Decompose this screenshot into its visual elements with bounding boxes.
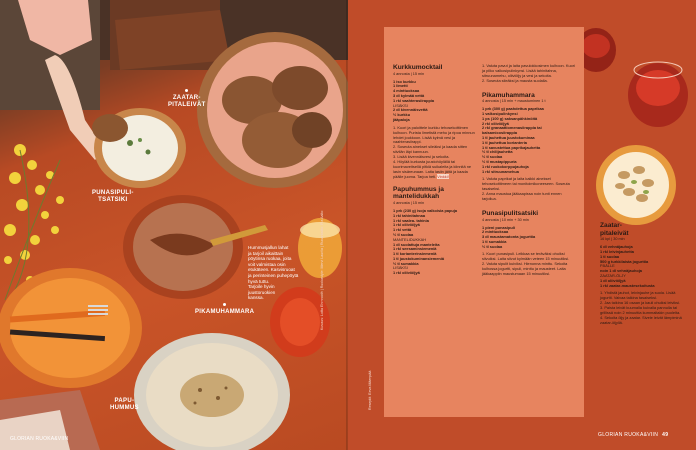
recipe-meta: 4 annosta | 15 min + maustuminen 1 t [482,99,546,104]
ingredient: 1 tl jauhettua juustokuminaa [482,135,535,140]
recipe-title: Papuhummus ja mantelidukkah [393,185,444,201]
ingredient: 1 valkosipulinkynsi [482,111,518,117]
ingredient: 2 rkl granaattiomenasiirappia tai balsamicosiirappia [482,125,542,136]
ingredient: 1 dl suolattuja manteleita [393,241,440,247]
ingredient: 1 iso kurkku [393,78,416,84]
tip-highlight: Vinkki! [437,173,449,179]
ingredient: ½ tl mustapippuria [482,158,517,164]
recipe-column-3 [600,222,688,326]
callout-punasipuli [92,190,134,204]
ingredient: 1 rkl vettä [393,227,412,233]
ingredient: 1 rkl oliiviöljyä [393,270,420,276]
ingredient: ½ tl suolaa [482,154,503,160]
page-number: 49 [662,432,669,438]
ingredient: ½ tl suolaa [482,243,503,249]
left-folio: GLORIAN RUOKA&VIIN [10,436,69,442]
ingredient: 4 minttuoksaa [393,88,420,94]
recipe-step: 1. Kuori punasipuli. Leikkaa se teräväksi ohuiksi siivuiksi. Laita siivut kylmään veteen 15 minuutiksi. [482,251,570,262]
ingredient: noin 1 dl vehnäjauhoja [600,268,642,274]
ingredient: 1 tl korianterinsiemeniä [393,251,437,257]
ingredient: 6 dl vehnäjauhoja [600,244,633,250]
recipe-step: 3. Lisää kivennäisvesi ja sekoita. [393,154,450,160]
ingredient: 1 ps (100 g) saksanpähkinöitä [482,115,538,121]
callout-pikamuhammara-label: PIKAMUHAMMARA [195,309,255,315]
photo-credit: Kuvaus: Lotta Ehrnrooth | Ruokastyle: Mervi Laurila | Ruoanlaitto: Pia Aalto [320,210,324,330]
recipe-step: 1. Valuta pavut ja laita pavulokkosimen kulhoon. Kuori ja pilko valkosipulinkynsi. Lisää tahinitahna, sitruunamehu, oliiviöljy ja vesi ja sekoita. [482,63,575,78]
ingredient-section-label: PÄÄLLE [600,263,615,269]
recipe-step: 4. Höylää kurkusta juustohöylällä tai kuorimaveitsellä pitkiä suikaleita ja kiinnitä ne lasin sisäreunaan. Laita lasiin jäitä ja kaada päälle juoma. Tarjoa heti. Vinkki! [393,159,472,179]
ingredient-section-label: MANTELIDUKKAH [393,236,427,242]
recipe-meta: 4 annosta | 15 min [393,200,425,205]
callout-dot [223,303,226,306]
ingredient: 3 dl kylmää vettä [393,92,425,98]
ingredient: 2 rkl oliiviöljyä [482,120,509,126]
recipe-column-2 [482,64,576,277]
ingredient: ½ tl sumakkia [393,260,419,266]
ingredient: 1 rkl ruokokorppujauhoja [482,163,529,169]
ingredient: 1 tl juustokuminansiemeniä [393,255,445,261]
ingredient: 500 g turkkilaista jogurttia [600,258,649,264]
recipe-title: Pikamuhammara [482,91,535,99]
ingredient-section-label: ZAATAR-ÖLJY [600,272,626,278]
ingredient: 1 rkl sitruunamehua [482,168,519,174]
callout-zaatar-label: ZAATAR- PITALEIVÄT [168,95,206,108]
ingredient: ½ kurkku [393,112,411,118]
ingredient: 2 dl kivennäisvettä [393,107,428,113]
recipe-meta: 4 annosta | 15 min [393,71,425,76]
ingredient-section-label: LISÄKSI [393,102,408,108]
callout-pikamuhammara [195,302,254,316]
callout-papuhummus-label: PAPU- HUMMUS [110,398,139,411]
ingredient: ½ tl chilijauhetta [482,149,513,155]
recipe-step: 1. Kuori ja paloittele kurkku tehosekoittimen kulhoon. Purista limetistä mehu ja ripoa minnun lehdet joukkoon. Lisää kylmä vesi ja vaahterasiirappi. [393,124,475,145]
recipe-meta: 16 kpl | 30 min [600,237,625,242]
recipe-step: 2. Jaa taikina 16 osaan ja kauli ohuiksi leiviksi. [600,300,681,306]
recipe-step: 2. Soseuta ainekset sileäksi ja kaada sitten siivilän läpi kannuun. [393,144,468,155]
recipe-step: 1. Valuta paprikat ja laita kaikki ainekset tehosekoittimeen tai monitoimikoneeseen. Soseuta tasaiseksi. [482,176,570,192]
callout-dot [185,89,188,92]
ingredient: 3 dl maustamatonta jogurttia [482,234,536,240]
ingredient: 1 pieni punasipuli [482,224,515,230]
ingredient: 1 prk (300 g) paahdettua paprikaa [482,106,544,112]
recipe-credit: Reseptit: Eeva Mäenpää [368,370,372,410]
ingredient: 1 tl jauhettua korianteria [482,139,527,145]
ingredient: 1 tl sumakkia [482,238,507,244]
ingredient-section-label: LISÄKSI [393,265,408,271]
ingredient: 2 minttuoksaa [482,229,509,235]
ingredient: 1 limetti [393,83,408,89]
ingredient: 1 rkl zaatar-maustesekoitusta [600,282,655,288]
recipe-step: 1. Yhdistä jauhot, leivinjauhe ja suola. Lisää jogurtti. Vaivaa taikina tasaiseksi. [600,290,676,301]
recipe-step: 2. Valuta sipulit kuiviksi. Hienonna minttu. Sekoita kulhossa jogurtti, sipuli, minttu ja mausteet. Laita jääkaappiin maustumaan 15 minuutiksi. [482,261,568,277]
ingredient: 1 tl savustettua paprikajauhetta [482,144,541,150]
recipe-step: 3. Paista leivät kuumalla kuivalla pannulla tai grillissä noin 2 minuuttia kummaltakin puolelta. [600,305,681,315]
ingredient: ½ tl suolaa [393,231,414,237]
ingredient: 1 rkl leivinjauhetta [600,248,634,254]
folio-label: GLORIAN RUOKA&VIIN [598,432,659,438]
callout-note: Hummusjallun lahat ja tarjoil aikaittain pöytinsa ruokaa, joita voit valmistaa osin etukäteen. Kasvisruoat ja perinteinen puhepöytä hyvä tuttu. Tarjoile hyvin juustoruokien kanssa. [248,245,299,301]
ingredient: 1 prk (230 g) isoja valkoisia papuja [393,207,458,213]
recipe-meta: 4 annosta | 10 min + 30 min [482,217,529,222]
recipe-title: Kurkkumocktail [393,64,443,71]
recipe-title: Punasipulitsatsiki [482,209,539,217]
callout-punasipuli-label: PUNASIPULI- TSATSIKI [92,190,134,203]
ingredient: 1 rkl vaahterasiirappia [393,97,435,103]
ingredient: jääpaloja [393,116,410,122]
recipe-step: 4. Sekoita öljy ja zaatar. Sivele leivät lämpiminä zaatar-öljyllä. [600,314,682,325]
callout-zaatar [168,88,206,109]
ingredient: 1 tl suolaa [600,253,620,259]
ingredient: 1 rkl seesaminsiemeniä [393,246,437,252]
recipe-column-1 [393,64,479,276]
recipe-step: 2. Soseuta sileäksi ja mausta suolalla. [482,77,548,83]
recipe-title: Zaatar-pitaleivät [600,222,629,237]
callout-papuhummus [110,398,139,412]
ingredient: 1 rkl vaalea- tahinia [393,217,429,223]
ingredient: 1 rkl tahinitahnaa [393,212,425,218]
ingredient: 1 rkl oliiviöljyä [393,222,420,228]
ingredient: 1 dl oliiviöljyä [600,277,626,283]
recipe-step: 2. Anna maustua jääkaapissa noin tunti ennen tarjoilua. [482,191,562,201]
right-folio [598,432,668,438]
